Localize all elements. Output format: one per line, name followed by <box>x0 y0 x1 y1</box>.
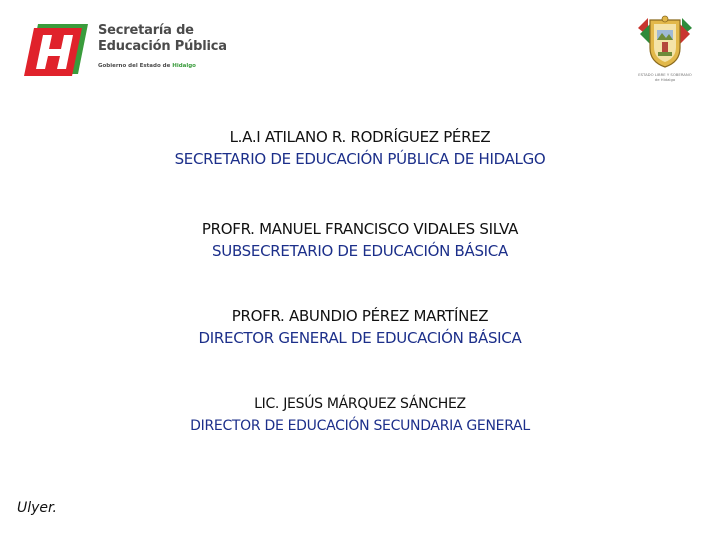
sep-hidalgo-logo <box>24 20 234 80</box>
logo-line-gobierno <box>98 62 238 70</box>
logo-line-secretaria: Secretaría de <box>98 23 194 38</box>
logo-text <box>98 23 238 70</box>
seal-caption-line2: de Hidalgo <box>654 77 676 82</box>
coat-of-arms-icon <box>636 14 694 70</box>
official-block-secretario <box>0 126 720 170</box>
official-title: SUBSECRETARIO DE EDUCACIÓN BÁSICA <box>212 242 508 260</box>
official-name: PROFR. ABUNDIO PÉREZ MARTÍNEZ <box>231 307 489 325</box>
logo-line-educacion: Educación Pública <box>98 39 227 54</box>
official-block-subsecretario <box>0 218 720 262</box>
official-name: LIC. JESÚS MÁRQUEZ SÁNCHEZ <box>254 396 466 412</box>
official-block-director-general <box>0 305 720 349</box>
coat-of-arms-caption <box>632 72 698 82</box>
official-title: SECRETARIO DE EDUCACIÓN PÚBLICA DE HIDALGO <box>174 150 546 168</box>
hidalgo-coat-of-arms <box>632 14 698 88</box>
official-name: L.A.I ATILANO R. RODRÍGUEZ PÉREZ <box>229 128 491 146</box>
logo-line-gobierno-prefix: Gobierno del Estado de <box>98 63 173 69</box>
official-title: DIRECTOR GENERAL DE EDUCACIÓN BÁSICA <box>198 329 522 347</box>
logo-line-hidalgo: Hidalgo <box>172 63 196 69</box>
official-block-director-secundaria <box>0 393 720 437</box>
signature-text: Ulyer. <box>17 500 57 516</box>
official-title: DIRECTOR DE EDUCACIÓN SECUNDARIA GENERAL <box>190 418 530 434</box>
official-name: PROFR. MANUEL FRANCISCO VIDALES SILVA <box>201 220 519 238</box>
seal-caption-line1: ESTADO LIBRE Y SOBERANO <box>638 72 692 77</box>
hidalgo-h-logo-icon <box>24 20 90 76</box>
